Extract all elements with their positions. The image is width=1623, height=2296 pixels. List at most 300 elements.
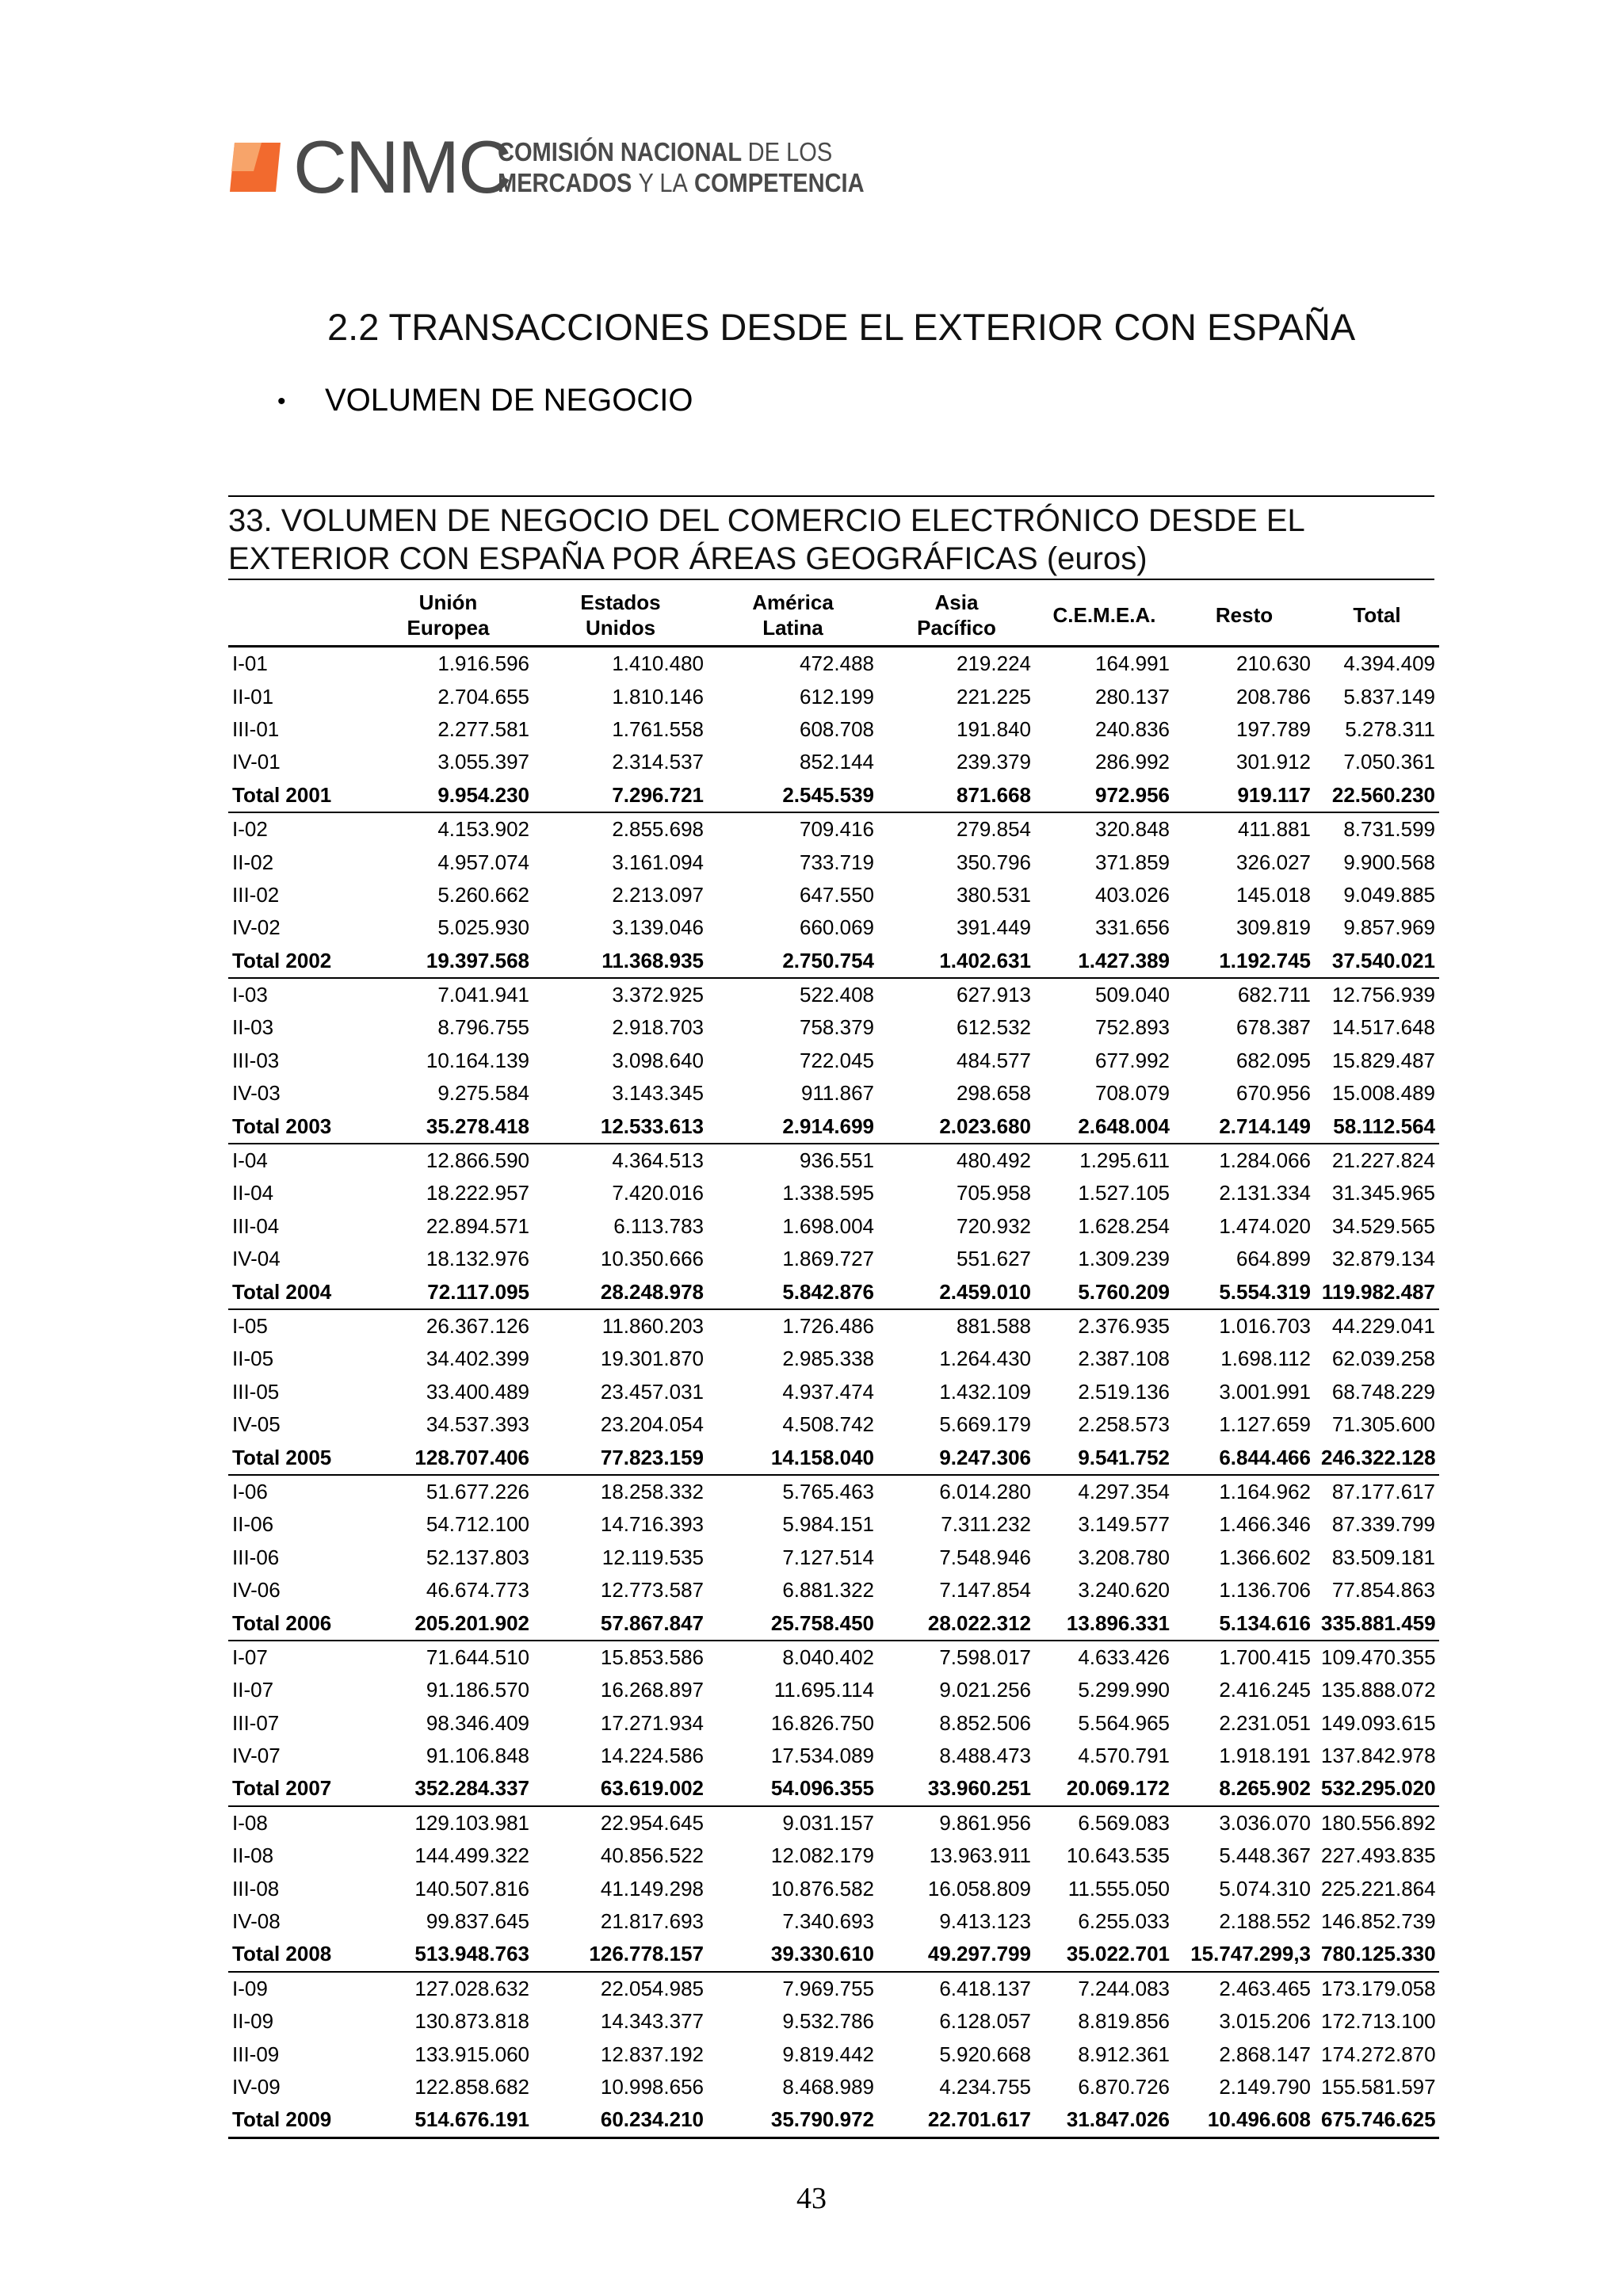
table-cell: 146.852.739 — [1321, 1909, 1436, 1934]
table-total-row — [228, 2103, 1439, 2137]
table-cell: 1.366.602 — [1219, 1545, 1311, 1569]
table-cell: 1.761.558 — [612, 716, 704, 741]
table-cell: 1.402.631 — [878, 945, 1035, 978]
table-cell: 91.186.570 — [426, 1678, 529, 1702]
table-cell: 34.537.393 — [426, 1412, 529, 1437]
table-cell: 2.463.465 — [1219, 1976, 1311, 2000]
table-total-row — [228, 945, 1439, 978]
table-cell: 240.836 — [1095, 716, 1170, 741]
table-cell: 130.873.818 — [414, 2009, 529, 2034]
table-cell: 682.711 — [1237, 983, 1311, 1007]
table-cell: 331.656 — [1095, 915, 1170, 940]
table-cell: 4.297.354 — [1078, 1479, 1170, 1503]
row-label: I-08 — [232, 1810, 268, 1835]
column-header — [878, 585, 1035, 647]
table-cell: 155.581.597 — [1321, 2074, 1436, 2099]
table-cell: 1.192.745 — [1174, 945, 1315, 978]
table-cell: 2.376.935 — [1078, 1314, 1170, 1338]
table-cell: 670.956 — [1236, 1081, 1311, 1106]
table-cell: 280.137 — [1095, 684, 1170, 709]
table-cell: 14.517.648 — [1331, 1015, 1435, 1040]
page-number: 43 — [796, 2182, 827, 2215]
table-cell: 1.698.004 — [782, 1213, 874, 1238]
table-cell: 77.854.863 — [1331, 1578, 1435, 1603]
table-cell: 10.496.608 — [1174, 2103, 1315, 2137]
table-cell: 10.643.535 — [1066, 1843, 1170, 1868]
table-row — [228, 1210, 1439, 1243]
table-cell: 1.916.596 — [437, 651, 529, 676]
table-row — [228, 1674, 1439, 1706]
table-cell: 1.432.109 — [939, 1379, 1031, 1404]
table-cell: 227.493.835 — [1321, 1843, 1436, 1868]
table-cell: 7.311.232 — [941, 1512, 1031, 1537]
table-cell: 5.260.662 — [437, 882, 529, 907]
table-cell: 6.418.137 — [939, 1976, 1031, 2000]
table-cell: 6.569.083 — [1078, 1810, 1170, 1835]
table-cell: 1.016.703 — [1219, 1314, 1311, 1338]
column-header-line1: América — [752, 590, 834, 614]
table-cell: 9.275.584 — [437, 1081, 529, 1106]
table-cell: 7.598.017 — [939, 1645, 1031, 1669]
table-cell: 7.420.016 — [612, 1181, 704, 1205]
table-cell: 5.837.149 — [1343, 684, 1435, 709]
table-cell: 14.224.586 — [600, 1744, 704, 1768]
table-cell: 2.213.097 — [612, 882, 704, 907]
table-cell: 3.036.070 — [1219, 1810, 1311, 1835]
table-cell: 1.136.706 — [1219, 1578, 1311, 1603]
table-cell: 7.050.361 — [1343, 750, 1435, 774]
table-cell: 5.278.311 — [1345, 716, 1435, 741]
row-label: III-04 — [232, 1213, 280, 1238]
table-cell: 17.534.089 — [770, 1744, 874, 1768]
table-cell: 83.509.181 — [1331, 1545, 1435, 1569]
table-cell: 480.492 — [957, 1148, 1031, 1173]
table-cell: 4.394.409 — [1343, 651, 1435, 676]
table-cell: 46.674.773 — [426, 1578, 529, 1603]
table-cell: 2.131.334 — [1219, 1181, 1311, 1205]
table-cell: 119.982.487 — [1315, 1275, 1439, 1308]
table-cell: 722.045 — [800, 1048, 874, 1072]
table-cell: 1.264.430 — [939, 1347, 1031, 1371]
column-header-line2: Europea — [407, 616, 490, 640]
table-cell: 5.669.179 — [939, 1412, 1031, 1437]
table-row — [228, 2071, 1439, 2103]
table-cell: 2.149.790 — [1219, 2074, 1311, 2099]
table-cell: 1.810.146 — [612, 684, 704, 709]
table-cell: 677.992 — [1095, 1048, 1170, 1072]
logo-letters: CNMC — [293, 125, 510, 208]
column-header-line2: Pacífico — [917, 616, 996, 640]
table-cell: 2.387.108 — [1078, 1347, 1170, 1371]
table-row — [228, 1574, 1439, 1606]
table-cell: 8.731.599 — [1343, 817, 1435, 842]
table-cell: 472.488 — [800, 651, 874, 676]
table-cell: 9.247.306 — [878, 1441, 1035, 1474]
table-cell: 5.299.990 — [1078, 1678, 1170, 1702]
bullet-icon: • — [277, 388, 286, 415]
table-cell: 149.093.615 — [1321, 1710, 1436, 1735]
table-cell: 3.055.397 — [437, 750, 529, 774]
table-cell: 10.998.656 — [600, 2074, 704, 2099]
table-cell: 18.222.957 — [426, 1181, 529, 1205]
table-cell: 2.714.149 — [1174, 1110, 1315, 1143]
table-cell: 77.823.159 — [533, 1441, 708, 1474]
table-row — [228, 1972, 1439, 2005]
table-cell: 301.912 — [1236, 750, 1311, 774]
table-cell: 21.817.693 — [600, 1909, 704, 1934]
table-cell: 8.796.755 — [437, 1015, 529, 1040]
table-cell: 172.713.100 — [1321, 2009, 1436, 2034]
table-header-row — [228, 585, 1439, 647]
table-cell: 532.295.020 — [1315, 1772, 1439, 1805]
table-cell: 58.112.564 — [1315, 1110, 1439, 1143]
row-label: IV-08 — [232, 1909, 281, 1934]
table-cell: 15.853.586 — [600, 1645, 704, 1669]
table-cell: 127.028.632 — [414, 1976, 529, 2000]
table-cell: 62.039.258 — [1331, 1347, 1435, 1371]
table-row — [228, 879, 1439, 911]
table-cell: 7.969.755 — [782, 1976, 874, 2000]
table-row — [228, 2038, 1439, 2070]
table-cell: 1.284.066 — [1219, 1148, 1311, 1173]
table-cell: 197.789 — [1236, 716, 1311, 741]
table-cell: 173.179.058 — [1321, 1976, 1436, 2000]
table-cell: 15.747.299,3 — [1174, 1938, 1315, 1971]
table-cell: 2.855.698 — [612, 817, 704, 842]
row-label: Total 2005 — [228, 1441, 363, 1474]
table-cell: 513.948.763 — [363, 1938, 533, 1971]
table-cell: 210.630 — [1236, 651, 1311, 676]
table-cell: 128.707.406 — [363, 1441, 533, 1474]
table-cell: 15.829.487 — [1331, 1048, 1435, 1072]
table-cell: 28.248.978 — [533, 1275, 708, 1308]
table-row — [228, 1641, 1439, 1674]
table-cell: 174.272.870 — [1321, 2042, 1436, 2066]
row-label: III-02 — [232, 882, 280, 907]
table-cell: 2.314.537 — [612, 750, 704, 774]
column-header-line1: Resto — [1215, 603, 1274, 627]
table-cell: 12.533.613 — [533, 1110, 708, 1143]
table-cell: 71.305.600 — [1331, 1412, 1435, 1437]
table-cell: 9.861.956 — [939, 1810, 1031, 1835]
table-cell: 14.158.040 — [708, 1441, 878, 1474]
table-cell: 5.025.930 — [437, 915, 529, 940]
table-cell: 15.008.489 — [1331, 1081, 1435, 1106]
row-label: II-06 — [232, 1512, 274, 1537]
table-cell: 7.548.946 — [939, 1545, 1031, 1569]
table-row — [228, 978, 1439, 1011]
table-cell: 608.708 — [800, 716, 874, 741]
column-header-line1: C.E.M.E.A. — [1052, 603, 1156, 627]
table-cell: 9.413.123 — [939, 1909, 1031, 1934]
table-row — [228, 1309, 1439, 1343]
table-row — [228, 1740, 1439, 1772]
table-cell: 31.345.965 — [1331, 1181, 1435, 1205]
table-row — [228, 1343, 1439, 1375]
table-cell: 22.054.985 — [600, 1976, 704, 2000]
bullet-text: VOLUMEN DE NEGOCIO — [325, 383, 693, 418]
table-cell: 612.199 — [800, 684, 874, 709]
row-label: I-09 — [232, 1976, 268, 2000]
table-cell: 1.427.389 — [1035, 945, 1174, 978]
table-cell: 11.860.203 — [601, 1314, 704, 1338]
table-cell: 5.074.310 — [1219, 1876, 1311, 1901]
table-cell: 484.577 — [957, 1048, 1031, 1072]
table-cell: 8.912.361 — [1078, 2042, 1170, 2066]
table-cell: 126.778.157 — [533, 1938, 708, 1971]
table-cell: 9.021.256 — [939, 1678, 1031, 1702]
table-cell: 391.449 — [957, 915, 1031, 940]
cnmc-logo-mark-icon — [230, 139, 285, 195]
table-cell: 72.117.095 — [363, 1275, 533, 1308]
row-label: IV-07 — [232, 1744, 281, 1768]
table-cell: 10.876.582 — [770, 1876, 874, 1901]
table-cell: 35.790.972 — [708, 2103, 878, 2137]
table-cell: 16.268.897 — [600, 1678, 704, 1702]
table-row — [228, 1011, 1439, 1044]
table-cell: 2.985.338 — [782, 1347, 874, 1371]
table-cell: 881.588 — [957, 1314, 1031, 1338]
table-cell: 23.204.054 — [600, 1412, 704, 1437]
table-cell: 352.284.337 — [363, 1772, 533, 1805]
table-cell: 22.954.645 — [600, 1810, 704, 1835]
table-cell: 12.082.179 — [770, 1843, 874, 1868]
table-cell: 135.888.072 — [1321, 1678, 1436, 1702]
row-label: IV-06 — [232, 1578, 281, 1603]
table-cell: 5.984.151 — [782, 1512, 874, 1537]
row-label: IV-05 — [232, 1412, 281, 1437]
table-cell: 5.760.209 — [1035, 1275, 1174, 1308]
table-cell: 1.309.239 — [1078, 1247, 1170, 1271]
table-cell: 647.550 — [800, 882, 874, 907]
table-cell: 1.410.480 — [612, 651, 704, 676]
table-cell: 57.867.847 — [533, 1606, 708, 1640]
table-cell: 7.041.941 — [437, 983, 529, 1007]
row-label: Total 2008 — [228, 1938, 363, 1971]
table-cell: 3.143.345 — [612, 1081, 704, 1106]
column-header-line1: Estados — [580, 590, 661, 614]
table-cell: 133.915.060 — [414, 2042, 529, 2066]
table-cell: 20.069.172 — [1035, 1772, 1174, 1805]
row-label: I-01 — [232, 651, 268, 676]
bullet-item — [277, 383, 693, 418]
table-cell: 164.991 — [1095, 651, 1170, 676]
table-cell: 180.556.892 — [1321, 1810, 1436, 1835]
table-cell: 972.956 — [1035, 779, 1174, 812]
row-label: II-02 — [232, 850, 274, 874]
table-cell: 7.244.083 — [1078, 1976, 1170, 2000]
row-label: III-01 — [232, 716, 280, 741]
logo-line2-bold: MERCADOS — [498, 168, 632, 197]
table-cell: 9.031.157 — [782, 1810, 874, 1835]
table-cell: 1.628.254 — [1078, 1213, 1170, 1238]
table-cell: 758.379 — [800, 1015, 874, 1040]
column-header — [228, 585, 363, 647]
table-cell: 44.229.041 — [1331, 1314, 1435, 1338]
table-cell: 35.278.418 — [363, 1110, 533, 1143]
table-cell: 54.712.100 — [426, 1512, 529, 1537]
row-label: Total 2001 — [228, 779, 363, 812]
table-cell: 852.144 — [800, 750, 874, 774]
table-cell: 22.701.617 — [878, 2103, 1035, 2137]
table-cell: 28.022.312 — [878, 1606, 1035, 1640]
table-cell: 12.773.587 — [600, 1578, 704, 1603]
table-cell: 137.842.978 — [1321, 1744, 1436, 1768]
table-cell: 7.340.693 — [782, 1909, 874, 1934]
table-cell: 219.224 — [957, 651, 1031, 676]
row-label: Total 2009 — [228, 2103, 363, 2137]
table-cell: 11.555.050 — [1067, 1876, 1170, 1901]
table-cell: 1.700.415 — [1219, 1645, 1311, 1669]
table-cell: 8.819.856 — [1078, 2009, 1170, 2034]
table-cell: 8.468.989 — [782, 2074, 874, 2099]
row-label: I-02 — [232, 817, 268, 842]
table-cell: 10.164.139 — [426, 1048, 529, 1072]
table-cell: 936.551 — [800, 1148, 874, 1173]
table-cell: 7.147.854 — [939, 1578, 1031, 1603]
table-title-line2: EXTERIOR CON ESPAÑA POR ÁREAS GEOGRÁFICAS (euros) — [228, 541, 1148, 576]
table-cell: 11.695.114 — [773, 1678, 874, 1702]
table-cell: 3.372.925 — [612, 983, 704, 1007]
table-cell: 627.913 — [957, 983, 1031, 1007]
row-label: IV-03 — [232, 1081, 281, 1106]
row-label: Total 2007 — [228, 1772, 363, 1805]
table-cell: 14.343.377 — [600, 2009, 704, 2034]
table-cell: 3.208.780 — [1078, 1545, 1170, 1569]
logo-line2-light: Y LA — [638, 168, 688, 197]
table-row — [228, 1475, 1439, 1508]
table-cell: 16.826.750 — [770, 1710, 874, 1735]
table-row — [228, 1077, 1439, 1110]
table-cell: 51.677.226 — [426, 1479, 529, 1503]
table-cell: 22.894.571 — [426, 1213, 529, 1238]
row-label: IV-09 — [232, 2074, 281, 2099]
table-cell: 6.881.322 — [782, 1578, 874, 1603]
table-cell: 6.014.280 — [939, 1479, 1031, 1503]
table-cell: 7.127.514 — [782, 1545, 874, 1569]
table-cell: 2.023.680 — [878, 1110, 1035, 1143]
table-cell: 7.296.721 — [533, 779, 708, 812]
row-label: II-08 — [232, 1843, 274, 1868]
table-cell: 12.756.939 — [1331, 983, 1435, 1007]
table-cell: 25.758.450 — [708, 1606, 878, 1640]
table-cell: 6.255.033 — [1078, 1909, 1170, 1934]
table-cell: 1.466.346 — [1219, 1512, 1311, 1537]
row-label: III-06 — [232, 1545, 280, 1569]
table-total-row — [228, 1110, 1439, 1143]
table-cell: 678.387 — [1236, 1015, 1311, 1040]
table-cell: 705.958 — [957, 1181, 1031, 1205]
table-cell: 2.231.051 — [1219, 1710, 1311, 1735]
column-header — [1174, 585, 1315, 647]
table-cell: 326.027 — [1236, 850, 1311, 874]
table-row — [228, 647, 1439, 681]
row-label: Total 2003 — [228, 1110, 363, 1143]
table-title-rule — [228, 579, 1434, 580]
table-cell: 5.842.876 — [708, 1275, 878, 1308]
table-cell: 4.570.791 — [1078, 1744, 1170, 1768]
table-cell: 3.001.991 — [1219, 1379, 1311, 1404]
table-cell: 3.240.620 — [1078, 1578, 1170, 1603]
logo-wordmark — [498, 136, 865, 198]
row-label: I-03 — [232, 983, 268, 1007]
table-cell: 911.867 — [800, 1081, 874, 1106]
table-cell: 752.893 — [1095, 1015, 1170, 1040]
table-cell: 1.127.659 — [1219, 1412, 1311, 1437]
table-cell: 225.221.864 — [1321, 1876, 1436, 1901]
table-row — [228, 911, 1439, 944]
table-cell: 871.668 — [878, 779, 1035, 812]
table-row — [228, 680, 1439, 712]
table-cell: 1.164.962 — [1219, 1479, 1311, 1503]
table-cell: 1.338.595 — [782, 1181, 874, 1205]
table-cell: 21.227.824 — [1331, 1148, 1435, 1173]
table-cell: 660.069 — [800, 915, 874, 940]
row-label: III-09 — [232, 2042, 280, 2066]
table-row — [228, 1408, 1439, 1441]
table-cell: 239.379 — [957, 750, 1031, 774]
table-cell: 2.914.699 — [708, 1110, 878, 1143]
table-cell: 350.796 — [957, 850, 1031, 874]
table-cell: 12.837.192 — [600, 2042, 704, 2066]
table-cell: 32.879.134 — [1331, 1247, 1435, 1271]
table-cell: 6.113.783 — [613, 1213, 704, 1238]
table-cell: 3.161.094 — [612, 850, 704, 874]
table-cell: 2.519.136 — [1078, 1379, 1170, 1404]
table-cell: 145.018 — [1236, 882, 1311, 907]
table-cell: 6.128.057 — [939, 2009, 1031, 2034]
table-cell: 1.527.105 — [1078, 1181, 1170, 1205]
table-cell: 122.858.682 — [414, 2074, 529, 2099]
table-cell: 54.096.355 — [708, 1772, 878, 1805]
table-cell: 9.857.969 — [1343, 915, 1435, 940]
column-header — [1315, 585, 1439, 647]
table-row — [228, 2005, 1439, 2038]
table-cell: 129.103.981 — [414, 1810, 529, 1835]
table-cell: 4.937.474 — [782, 1379, 874, 1404]
row-label: III-07 — [232, 1710, 280, 1735]
table-cell: 514.676.191 — [363, 2103, 533, 2137]
table-cell: 26.367.126 — [426, 1314, 529, 1338]
table-cell: 335.881.459 — [1315, 1606, 1439, 1640]
column-header-line1: Total — [1353, 603, 1401, 627]
table-total-row — [228, 1441, 1439, 1474]
table-cell: 4.364.513 — [612, 1148, 704, 1173]
table-cell: 98.346.409 — [426, 1710, 529, 1735]
table-total-row — [228, 1275, 1439, 1308]
table-cell: 17.271.934 — [600, 1710, 704, 1735]
table-cell: 246.322.128 — [1315, 1441, 1439, 1474]
table-cell: 2.258.573 — [1078, 1412, 1170, 1437]
table-cell: 13.963.911 — [929, 1843, 1031, 1868]
table-cell: 18.258.332 — [600, 1479, 704, 1503]
table-cell: 4.508.742 — [782, 1412, 874, 1437]
table-cell: 380.531 — [957, 882, 1031, 907]
table-cell: 87.177.617 — [1331, 1479, 1435, 1503]
table-cell: 12.866.590 — [426, 1148, 529, 1173]
data-table — [228, 585, 1439, 2139]
row-label: IV-01 — [232, 750, 281, 774]
table-row — [228, 1376, 1439, 1408]
table-cell: 309.819 — [1236, 915, 1311, 940]
table-cell: 2.704.655 — [437, 684, 529, 709]
table-cell: 5.448.367 — [1219, 1843, 1311, 1868]
table-cell: 411.881 — [1237, 817, 1311, 842]
table-row — [228, 1144, 1439, 1177]
table-cell: 18.132.976 — [426, 1247, 529, 1271]
table-cell: 1.918.191 — [1219, 1744, 1311, 1768]
table-cell: 9.049.885 — [1343, 882, 1435, 907]
